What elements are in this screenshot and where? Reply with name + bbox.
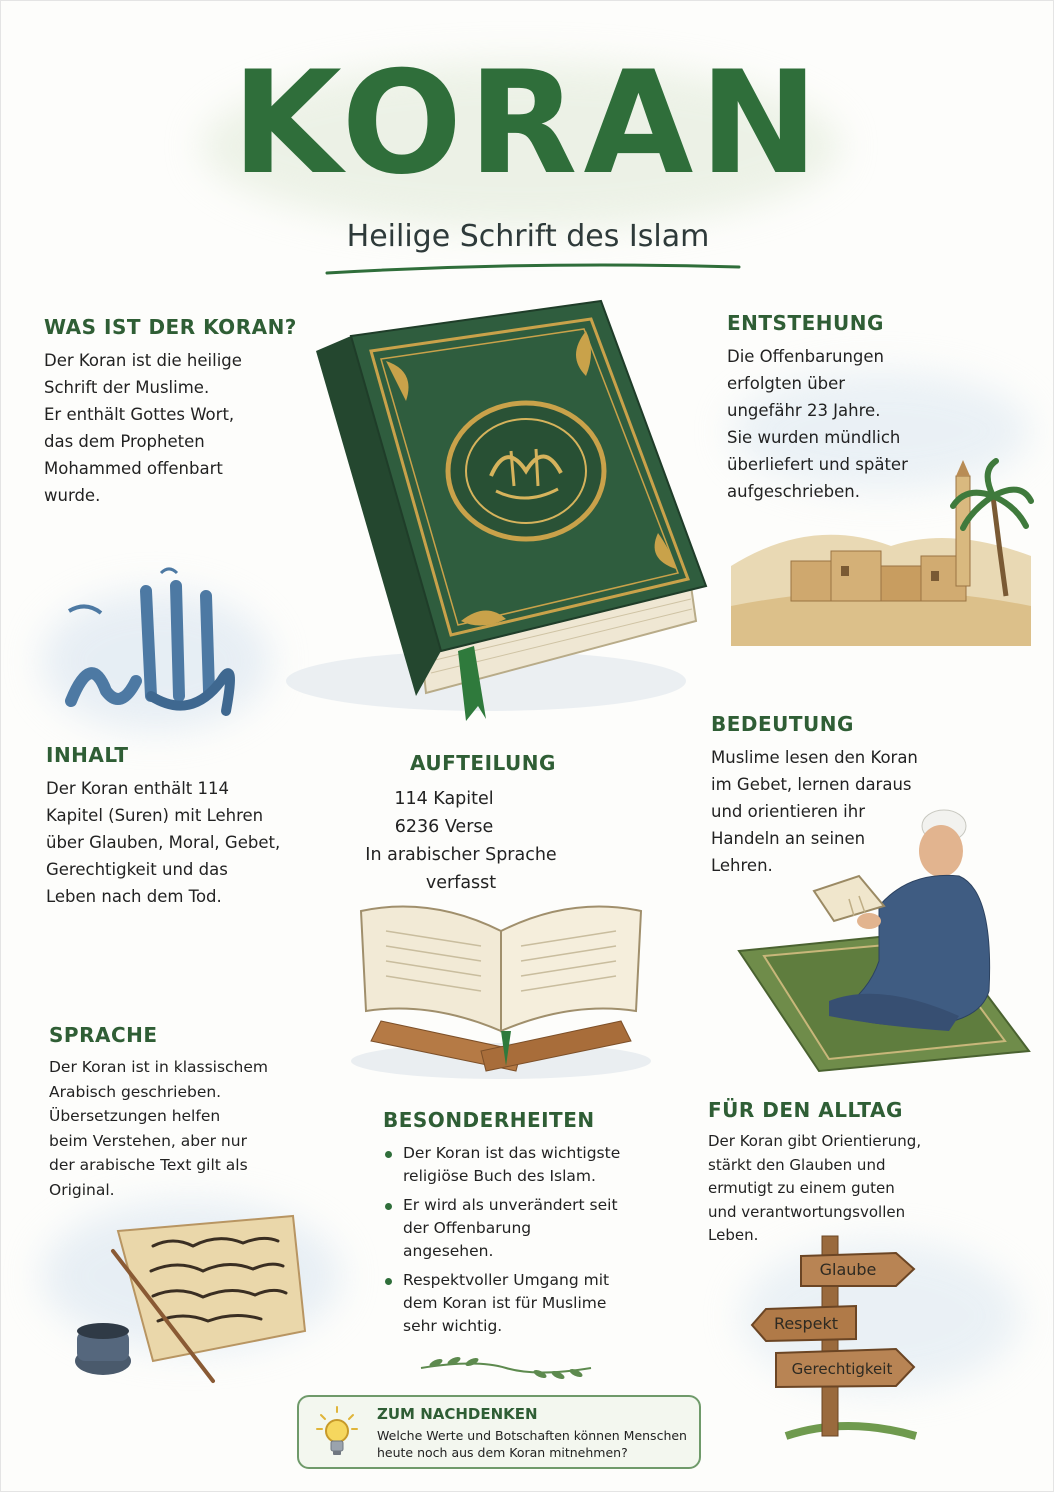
text-line: 114 Kapitel — [394, 789, 494, 809]
text-line: Welche Werte und Botschaften können Menschen — [377, 1428, 687, 1443]
parchment-with-ink — [43, 1211, 323, 1391]
text-line: beim Verstehen, aber nur — [49, 1131, 247, 1150]
heading-besonderheiten: BESONDERHEITEN — [383, 1108, 595, 1132]
leaf-divider — [416, 1355, 596, 1381]
text-line: und verantwortungsvollen — [708, 1202, 906, 1221]
text-line: Original. — [49, 1180, 115, 1199]
koran-book-illustration — [286, 301, 716, 731]
lightbulb-icon — [317, 1407, 357, 1459]
text-line: verfasst — [425, 873, 497, 893]
man-reading-quran — [709, 791, 1029, 1071]
text-line: im Gebet, lernen daraus — [711, 775, 912, 794]
list-item: Der Koran ist das wichtigste religiöse Buch des Islam. — [383, 1142, 623, 1188]
text-line: aufgeschrieben. — [727, 482, 860, 501]
besonderheiten-list — [383, 1142, 623, 1344]
text-line: der arabische Text gilt als — [49, 1156, 248, 1174]
heading-entstehung: ENTSTEHUNG — [727, 311, 884, 335]
open-book-on-stand — [341, 891, 661, 1081]
signpost-label-glaube: Glaube — [819, 1260, 877, 1279]
text-sprache — [49, 1055, 268, 1202]
text-line: überliefert und später — [727, 455, 908, 474]
heading-bedeutung: BEDEUTUNG — [711, 712, 854, 736]
text-line: Gerechtigkeit und das — [46, 860, 228, 879]
list-item: Respektvoller Umgang mit dem Koran ist für Muslime sehr wichtig. — [383, 1269, 623, 1338]
text-inhalt — [46, 775, 280, 910]
heading-aufteilung: AUFTEILUNG — [410, 751, 556, 775]
text-line: Lehren. — [711, 856, 773, 875]
text-was-ist — [44, 347, 242, 509]
text-line: Er enthält Gottes Wort, — [44, 405, 235, 424]
page-title: KORAN — [231, 41, 825, 206]
text-line: Der Koran ist in klassischem — [49, 1058, 269, 1076]
text-line: Der Koran ist die heilige — [44, 351, 242, 370]
page-subtitle: Heilige Schrift des Islam — [346, 219, 710, 254]
text-line: Muslime lesen den Koran — [711, 748, 918, 767]
desert-town-illustration — [731, 456, 1031, 646]
signpost-label-respekt: Respekt — [773, 1314, 839, 1333]
text-line: Der Koran enthält 114 — [46, 779, 230, 798]
signpost — [756, 1231, 936, 1441]
heading-sprache: SPRACHE — [49, 1023, 158, 1047]
text-line: Übersetzungen helfen — [49, 1107, 221, 1125]
text-line: Arabisch geschrieben. — [49, 1082, 222, 1101]
text-line: Kapitel (Suren) mit Lehren — [46, 806, 264, 825]
text-line: Mohammed offenbart — [44, 459, 223, 478]
heading-alltag: FÜR DEN ALLTAG — [708, 1098, 903, 1122]
text-line: In arabischer Sprache — [365, 845, 557, 865]
text-line: Leben nach dem Tod. — [46, 887, 222, 906]
title-underline — [323, 259, 743, 279]
text-line: Handeln an seinen — [711, 829, 866, 848]
list-item: Er wird als unverändert seit der Offenbarung angesehen. — [383, 1194, 623, 1263]
signpost-label-gerechtigkeit: Gerechtigkeit — [791, 1360, 893, 1378]
heading-was-ist: WAS IST DER KORAN? — [44, 315, 297, 339]
nachdenken-text — [377, 1427, 687, 1461]
text-line: Schrift der Muslime. — [44, 378, 210, 397]
text-line: heute noch aus dem Koran mitnehmen? — [377, 1445, 628, 1460]
text-line: Der Koran gibt Orientierung, — [708, 1132, 922, 1150]
text-line: und orientieren ihr — [711, 802, 866, 821]
text-line: ermutigt zu einem guten — [708, 1179, 895, 1197]
nachdenken-title: ZUM NACHDENKEN — [377, 1405, 538, 1423]
text-line: Sie wurden mündlich — [727, 428, 901, 447]
text-line: erfolgten über — [727, 374, 846, 393]
allah-calligraphy — [51, 561, 261, 731]
text-line: über Glauben, Moral, Gebet, — [46, 833, 281, 852]
text-alltag — [708, 1130, 921, 1248]
heading-inhalt: INHALT — [46, 743, 129, 767]
text-line: wurde. — [44, 486, 101, 505]
text-line: Die Offenbarungen — [727, 347, 885, 366]
text-line: 6236 Verse — [394, 817, 494, 837]
text-line: stärkt den Glauben und — [708, 1155, 886, 1174]
text-line: Leben. — [708, 1226, 759, 1244]
text-aufteilung — [331, 785, 591, 897]
text-line: ungefähr 23 Jahre. — [727, 401, 881, 420]
zum-nachdenken-box — [297, 1395, 701, 1469]
text-line: das dem Propheten — [44, 432, 205, 451]
